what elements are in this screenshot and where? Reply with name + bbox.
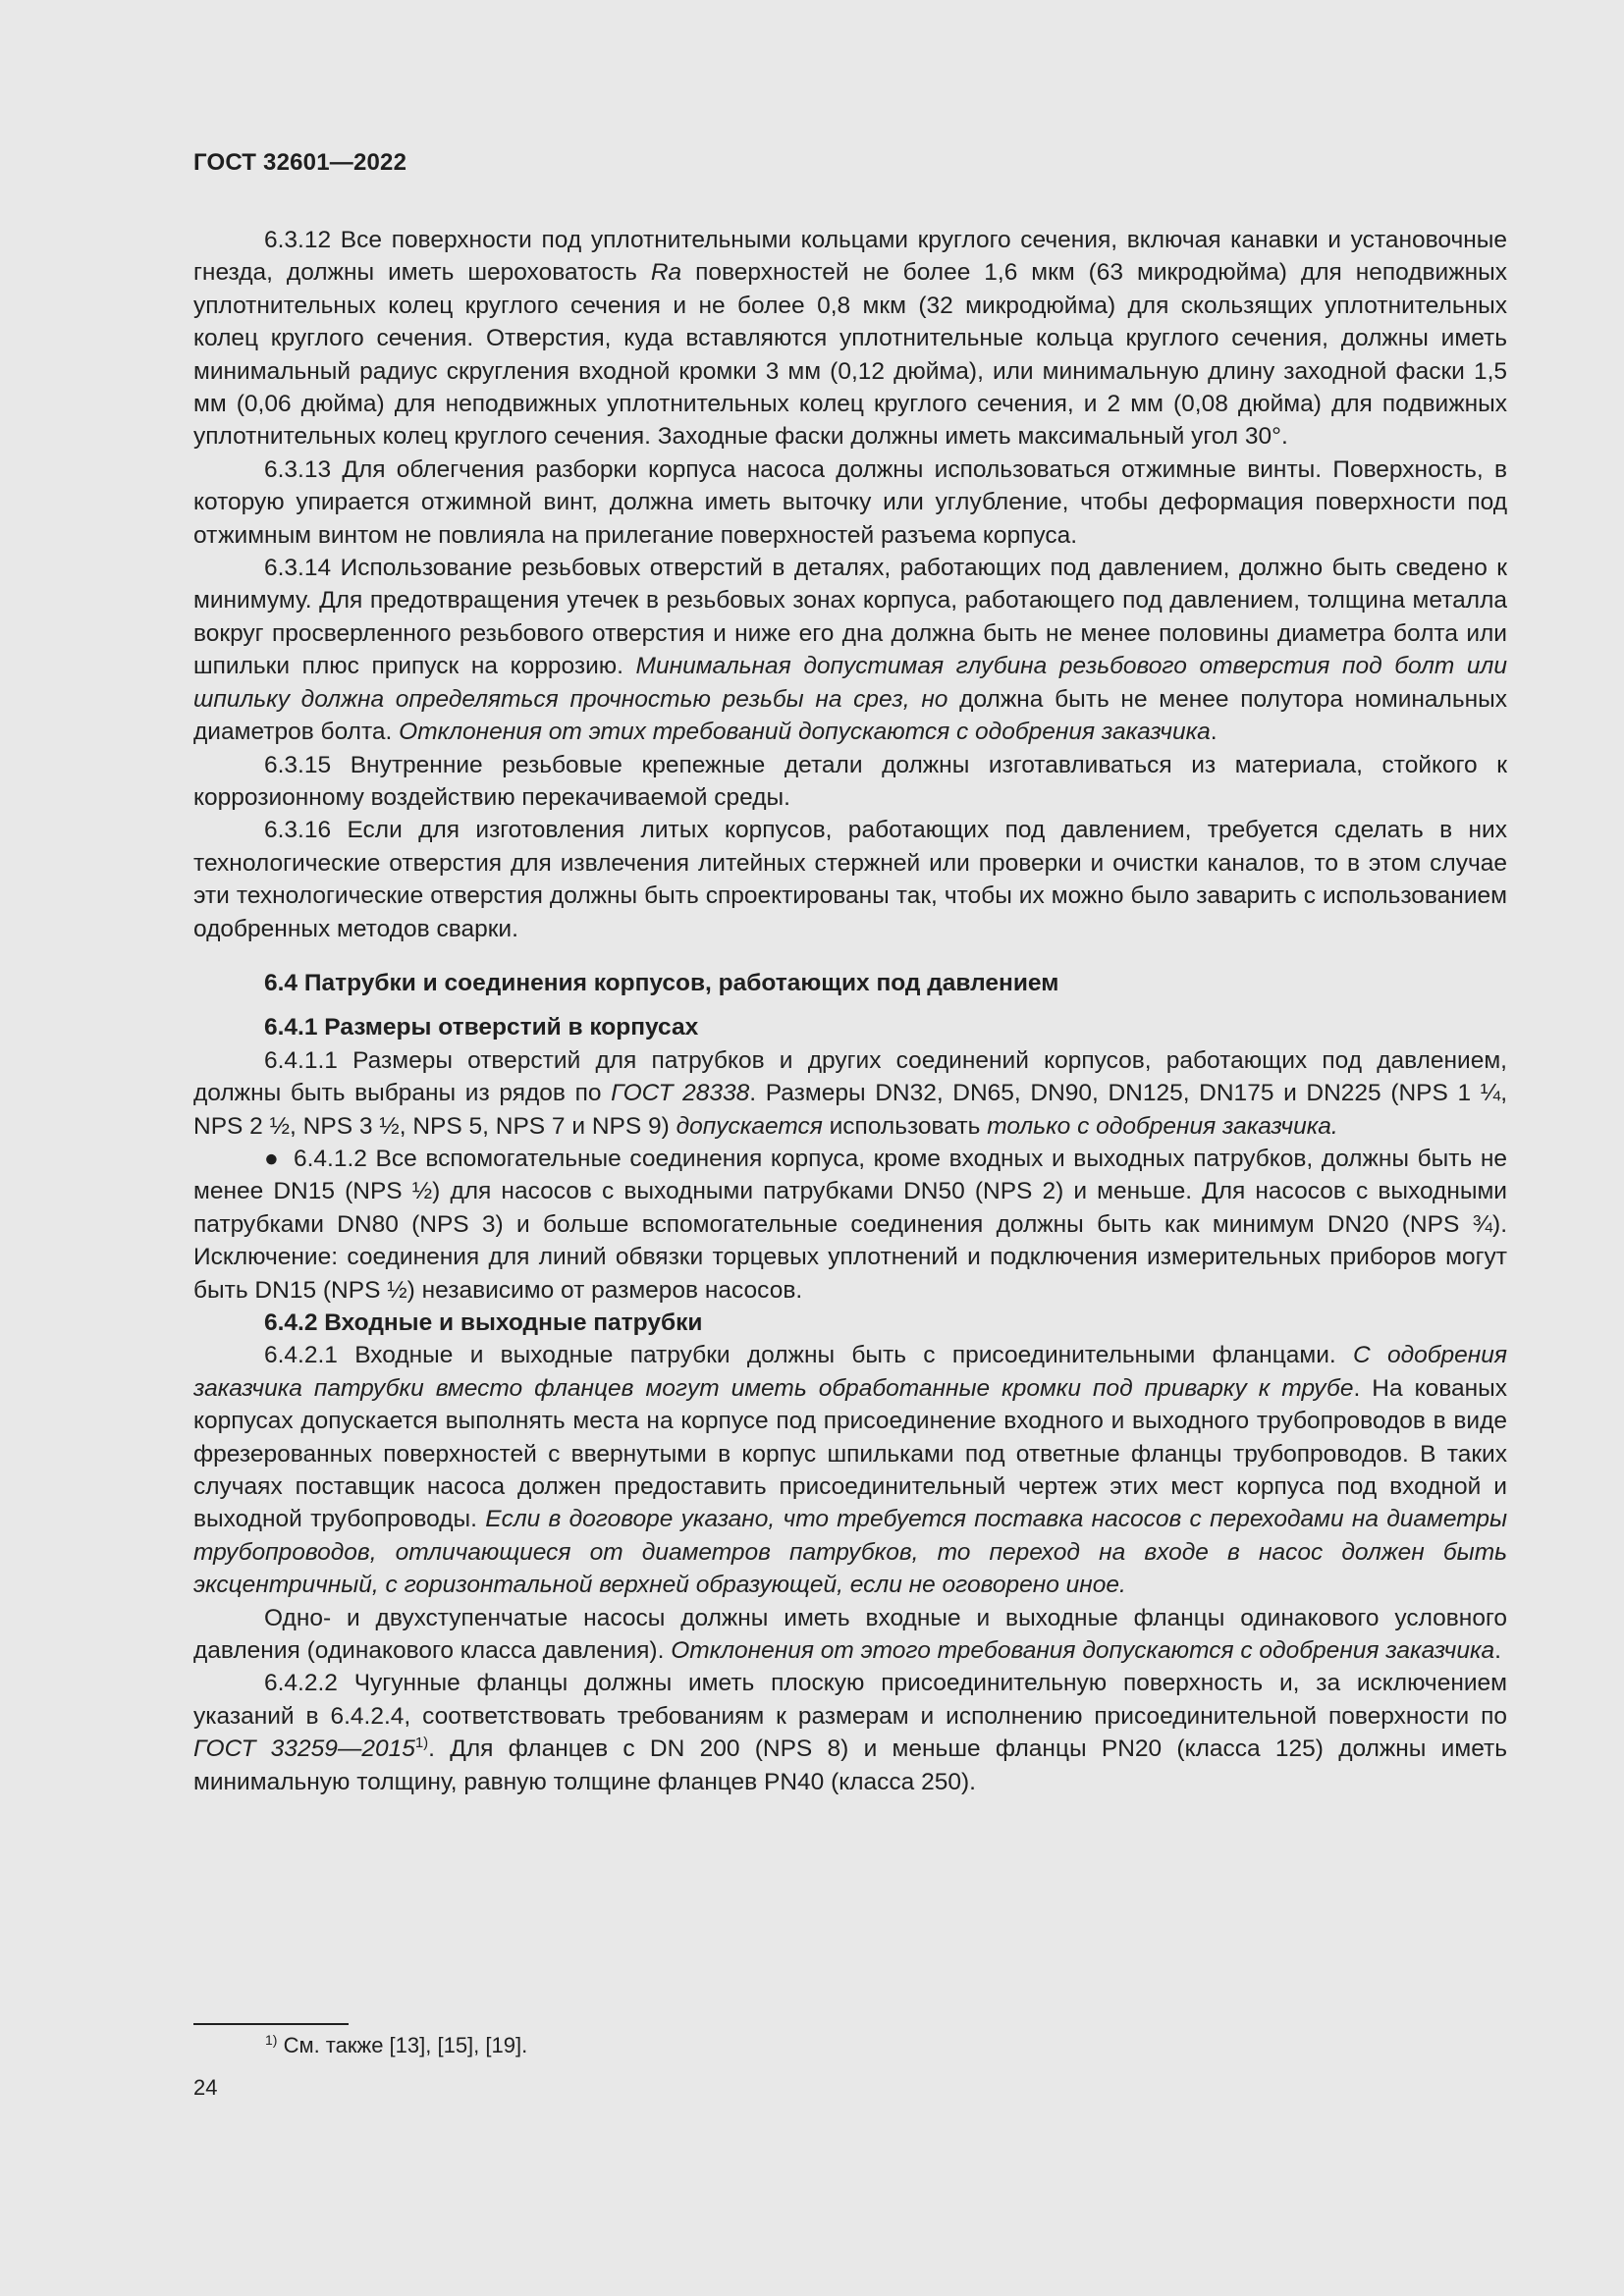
text-run-italic: Минимальная допустимая глубина резьбового отверстия под болт или шпильку должна определяться прочностью резьбы на срез, но xyxy=(193,653,1507,713)
text-run: . На кованых корпусах допускается выполнять места на корпусе под присоединение входного и выходного трубопроводов в виде фрезерованных поверхностей с ввернутыми в корпус шпильками под ответные фланцы трубопроводов. В таких случаях поставщик насоса должен предоставить присоединительный чертеж этих мест корпуса под входной и выходной трубопроводы. xyxy=(193,1374,1507,1533)
text-run-italic: только с одобрения заказчика. xyxy=(987,1112,1338,1140)
paragraph-6-4-1-2 xyxy=(193,1143,1507,1307)
text-run-italic: Ra xyxy=(650,259,682,287)
footnote-reference: 1) xyxy=(414,1735,429,1752)
section-heading-6-4: 6.4 Патрубки и соединения корпусов, работающих под давлением xyxy=(264,969,1059,996)
page-number: 24 xyxy=(193,2075,218,2100)
bullet-icon: ● xyxy=(264,1145,279,1172)
paragraph-6-4-2-1 xyxy=(193,1339,1507,1601)
text-run: использовать xyxy=(822,1112,988,1140)
text-run-italic: Если в договоре указано, что требуется поставка насосов с переходами на диаметры трубопроводов, отличающиеся от диаметров патрубков, то переход на входе в насос должен быть эксцентричный, с горизонтальной верхней образующей, если не оговорено иное. xyxy=(193,1506,1507,1599)
paragraph-6-3-14 xyxy=(193,552,1507,748)
text-run: . Размеры DN32, DN65, DN90, DN125, DN175 и DN225 (NPS 1 ¼, NPS 2 ½, NPS 3 ½, NPS 5, NPS 7 и NPS 9) xyxy=(193,1080,1507,1140)
text-run: 6.4.1.2 Все вспомогательные соединения корпуса, кроме входных и выходных патрубков, должны быть не менее DN15 (NPS ½) для насосов с выходными патрубками DN50 (NPS 2) и меньше. Для насосов с выходными патрубками DN80 (NPS 3) и больше вспомогательные соединения должны быть как минимум DN20 (NPS ¾). Исключение: соединения для линий обвязки торцевых уплотнений и подключения измерительных приборов могут быть DN15 (NPS ½) независимо от размеров насосов. xyxy=(193,1145,1507,1304)
paragraph-6-3-15: 6.3.15 Внутренние резьбовые крепежные детали должны изготавливаться из материала, стойкого к коррозионному воздействию перекачиваемой среды. xyxy=(193,751,1507,811)
footnote-separator xyxy=(193,2023,349,2025)
text-run: поверхностей не более 1,6 мкм (63 микродюйма) для неподвижных уплотнительных колец круглого сечения и не более 0,8 мкм (32 микродюйма) для скользящих уплотнительных колец круглого сечения. Отверстия, куда вставляются уплотнительные кольца круглого сечения, должны иметь минимальный радиус скругления входной кромки 3 мм (0,12 дюйма), или минимальную длину заходной фаски 1,5 мм (0,06 дюйма) для неподвижных уплотнительных колец круглого сечения, и 2 мм (0,08 дюйма) для подвижных уплотнительных колец круглого сечения. Заходные фаски должны иметь максимальный угол 30°. xyxy=(193,259,1507,451)
text-run-italic: ГОСТ 28338 xyxy=(611,1080,750,1107)
text-run-italic: Отклонения от этого требования допускаются с одобрения заказчика xyxy=(671,1637,1495,1665)
text-run: должна быть не менее полутора номинальных диаметров болта. xyxy=(193,685,1507,746)
text-run: 6.3.12 Все поверхности под уплотнительными кольцами круглого сечения, включая канавки и установочные гнезда, должны иметь шероховатость xyxy=(193,227,1507,287)
text-run: 6.3.14 Использование резьбовых отверстий в деталях, работающих под давлением, должно быть сведено к минимуму. Для предотвращения утечек в резьбовых зонах корпуса, работающего под давлением, толщина металла вокруг просверленного резьбового отверстия и ниже его дна должна быть не менее половины диаметра болта или шпильки плюс припуск на коррозию. xyxy=(193,555,1507,680)
paragraph-6-4-2-2 xyxy=(193,1667,1507,1798)
text-run-italic: ГОСТ 33259—2015 xyxy=(193,1735,415,1763)
text-run-italic: Отклонения от этих требований допускаются с одобрения заказчика xyxy=(399,719,1211,746)
paragraph-6-4-1-1 xyxy=(193,1044,1507,1143)
text-run: . Для фланцев с DN 200 (NPS 8) и меньше фланцы PN20 (класса 125) должны иметь минимальную толщину, равную толщине фланцев PN40 (класса 250). xyxy=(193,1735,1507,1795)
text-run: . xyxy=(1494,1637,1501,1665)
footnote-text: См. также [13], [15], [19]. xyxy=(277,2033,528,2057)
footnote-mark: 1) xyxy=(265,2032,278,2048)
text-run-italic: С одобрения заказчика патрубки вместо фланцев могут иметь обработанные кромки под приварку к трубе xyxy=(193,1342,1507,1402)
subsection-heading-6-4-2: 6.4.2 Входные и выходные патрубки xyxy=(264,1309,703,1336)
footnote xyxy=(265,2031,527,2060)
text-run: 6.4.2.2 Чугунные фланцы должны иметь плоскую присоединительную поверхность и, за исключением указаний в 6.4.2.4, соответствовать требованиям к размерам и исполнению присоединительной поверхности по xyxy=(193,1670,1507,1730)
subsection-heading-6-4-1: 6.4.1 Размеры отверстий в корпусах xyxy=(264,1014,699,1041)
document-body xyxy=(193,224,1507,1798)
paragraph-6-3-16: 6.3.16 Если для изготовления литых корпусов, работающих под давлением, требуется сделать в них технологические отверстия для извлечения литейных стержней или проверки и очистки каналов, то в этом случае эти технологические отверстия должны быть спроектированы так, чтобы их можно было заварить с использованием одобренных методов сварки. xyxy=(193,817,1507,942)
paragraph-6-3-13: 6.3.13 Для облегчения разборки корпуса насоса должны использоваться отжимные винты. Поверхность, в которую упирается отжимной винт, должна иметь выточку или углубление, чтобы деформация поверхности под отжимным винтом не повлияла на прилегание поверхностей разъема корпуса. xyxy=(193,455,1507,549)
text-run: 6.4.2.1 Входные и выходные патрубки должны быть с присоединительными фланцами. xyxy=(264,1342,1353,1369)
text-run-italic: допускается xyxy=(676,1112,823,1140)
paragraph-one-two-stage xyxy=(193,1602,1507,1668)
paragraph-6-3-12 xyxy=(193,224,1507,454)
page-header-title: ГОСТ 32601—2022 xyxy=(193,149,407,176)
text-run: . xyxy=(1210,719,1218,746)
text-run: Одно- и двухступенчатые насосы должны иметь входные и выходные фланцы одинакового условного давления (одинакового класса давления). xyxy=(193,1604,1507,1665)
text-run: 6.4.1.1 Размеры отверстий для патрубков и других соединений корпусов, работающих под давлением, должны быть выбраны из рядов по xyxy=(193,1046,1507,1107)
